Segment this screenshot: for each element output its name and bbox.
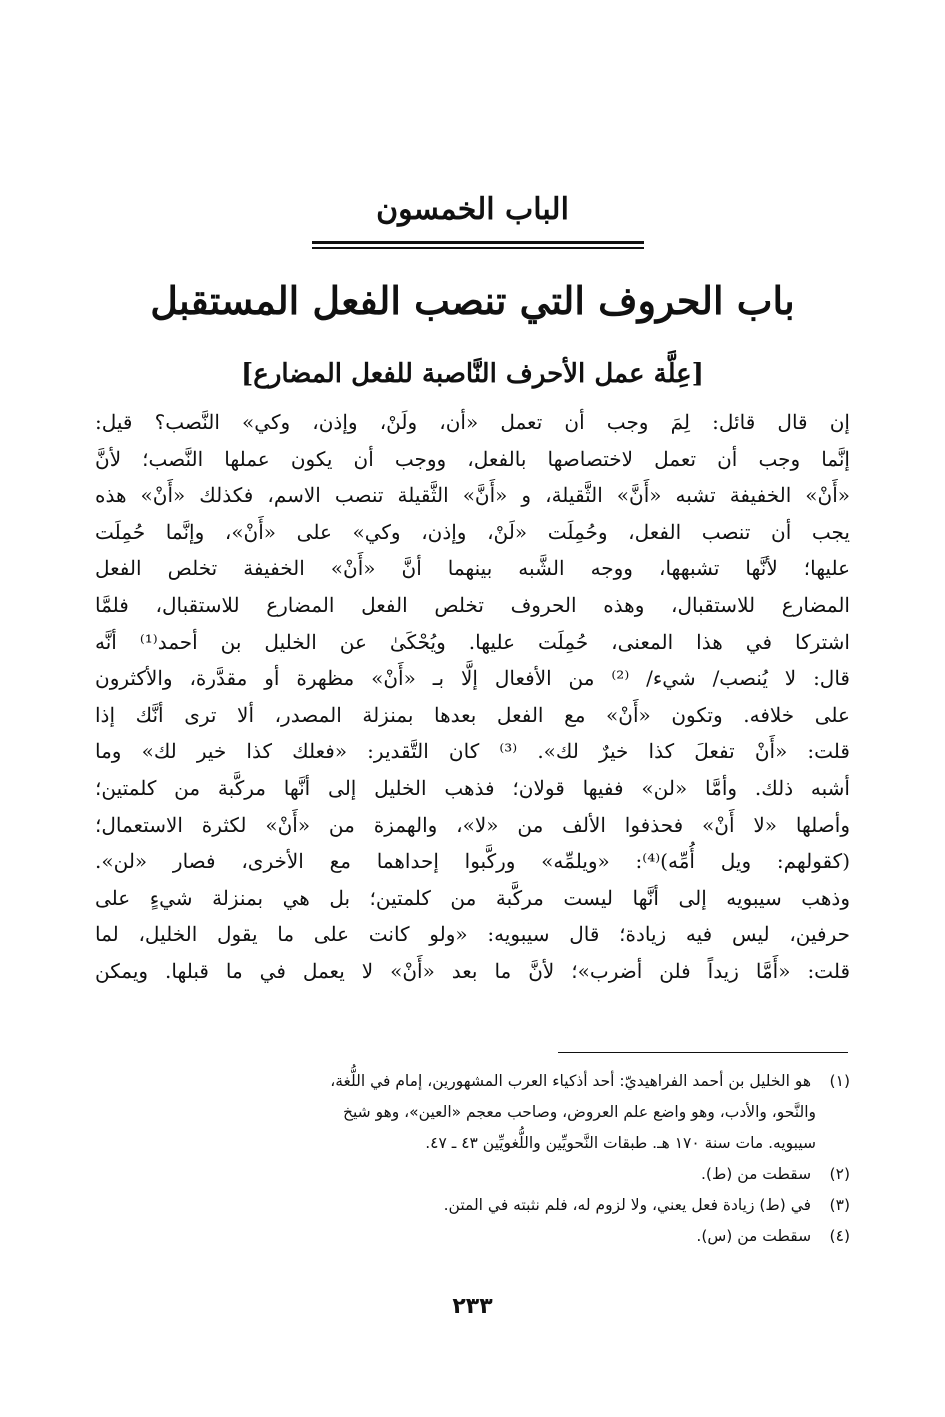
footnote-number: (١) [829, 1072, 850, 1090]
body-line: المضارع للاستقبال، وهذه الحروف تخلص الفعل المضارع للاستقبال، فلمَّا [95, 592, 850, 617]
title-double-rule [312, 241, 644, 249]
footnote-1 [200, 1066, 850, 1097]
footnotes [200, 1066, 850, 1252]
footnote-1-continuation: والنَّحو، والأدب، وهو واضع علم العروض، وصاحب معجم «العين»، وهو شيخ [342, 1103, 816, 1121]
body-paragraph [95, 404, 850, 990]
body-line: أشبه ذلك. وأمَّا «لن» ففيها قولان؛ فذهب الخليل إلى أنَّها مركَّبة من كلمتين؛ [95, 775, 850, 800]
body-line: إن قال قائل: لِمَ وجب أن تعمل «أن، ولَنْ، وإذن، وكي» النَّصب؟ قيل: [95, 410, 850, 434]
page-number: ٢٣٣ [452, 1294, 493, 1319]
footnote-separator [558, 1052, 848, 1053]
footnote-number: (٤) [829, 1227, 850, 1245]
footnote-number: (٢) [829, 1165, 850, 1183]
body-line: اشتركا في هذا المعنى، حُمِلَت عليها. ويُحْكَىٰ عن الخليل بن أحمد⁽¹⁾ أنَّه [95, 629, 850, 654]
body-line: وأصلها «لا أَنْ» فحذفوا الألف من «لا»، والهمزة من «أَنْ» لكثرة الاستعمال؛ [95, 812, 850, 837]
footnote-4 [200, 1221, 850, 1252]
body-line: (كقولهم: ويل أُمِّه)⁽⁴⁾: «ويلمِّه» وركَّبوا إحداهما مع الأخرى، فصار «لن». [95, 849, 851, 874]
body-line: إنَّما وجب أن تعمل لاختصاصها بالفعل، ووجب أن يكون عملها النَّصب؛ لأنَّ [95, 446, 850, 471]
footnote-2 [200, 1159, 850, 1190]
body-line: قال: لا يُنصب/ شيء/ ⁽²⁾ من الأفعال إلَّا بـ «أَنْ» مظهرة أو مقدَّرة، والأكثرون [95, 666, 850, 691]
body-line: وذهب سيبويه إلى أنَّها ليست مركَّبة من كلمتين؛ بل هي بمنزلة شيءٍ على [95, 885, 850, 910]
body-line: على خلافه. وتكون «أَنْ» مع الفعل بعدها بمنزلة المصدر، ألا ترى أنَّك إذا [95, 702, 850, 727]
body-line: قلت: «أَمَّا زيداً فلن أضرب»؛ لأنَّ ما بعد «أَنْ» لا يعمل في ما قبلها. ويمكن [95, 958, 850, 983]
footnote-number: (٣) [829, 1196, 850, 1214]
footnote-text: سقطت من (ط). [700, 1165, 812, 1183]
footnote-text: هو الخليل بن أحمد الفراهيديّ: أحد أذكياء العرب المشهورين، إمام في اللُّغة، [330, 1072, 812, 1090]
footnote-text: سقطت من (س). [696, 1227, 812, 1245]
body-line: حرفين، ليس فيه زيادة؛ قال سيبويه: «ولو كانت على ما يقول الخليل، لما [95, 922, 850, 947]
footnote-3 [200, 1190, 850, 1221]
footnote-1-continuation: سيبويه. مات سنة ١٧٠ هـ. طبقات النَّحويِّين واللُّغويِّين ٤٣ ـ ٤٧. [425, 1134, 816, 1152]
body-line: قلت: «أَنْ تفعلَ كذا خيرٌ لك». ⁽³⁾ كان التَّقدير: «فعلك كذا خير لك» وما [95, 739, 850, 764]
body-line: «أَنْ» الخفيفة تشبه «أَنَّ» الثَّقيلة، و «أَنَّ» الثَّقيلة تنصب الاسم، فكذلك «أَنْ» هذه [95, 483, 850, 508]
footnote-text: في (ط) زيادة فعل يعني، ولا لزوم له، فلم نثبته في المتن. [443, 1196, 812, 1214]
chapter-title: الباب الخمسون [376, 192, 569, 227]
body-line: يجب أن تنصب الفعل، وحُمِلَت «لَنْ، وإذن، وكي» على «أَنْ»، وإنَّما حُمِلَت [95, 519, 850, 544]
section-title: باب الحروف التي تنصب الفعل المستقبل [150, 278, 795, 323]
subsection-title: [عِلَّة عمل الأحرف النَّاصبة للفعل المضارع] [241, 359, 704, 389]
body-line: عليها؛ لأنَّها تشبهها، ووجه الشَّبه بينهما أنَّ «أَنْ» الخفيفة تخلص الفعل [95, 556, 850, 581]
